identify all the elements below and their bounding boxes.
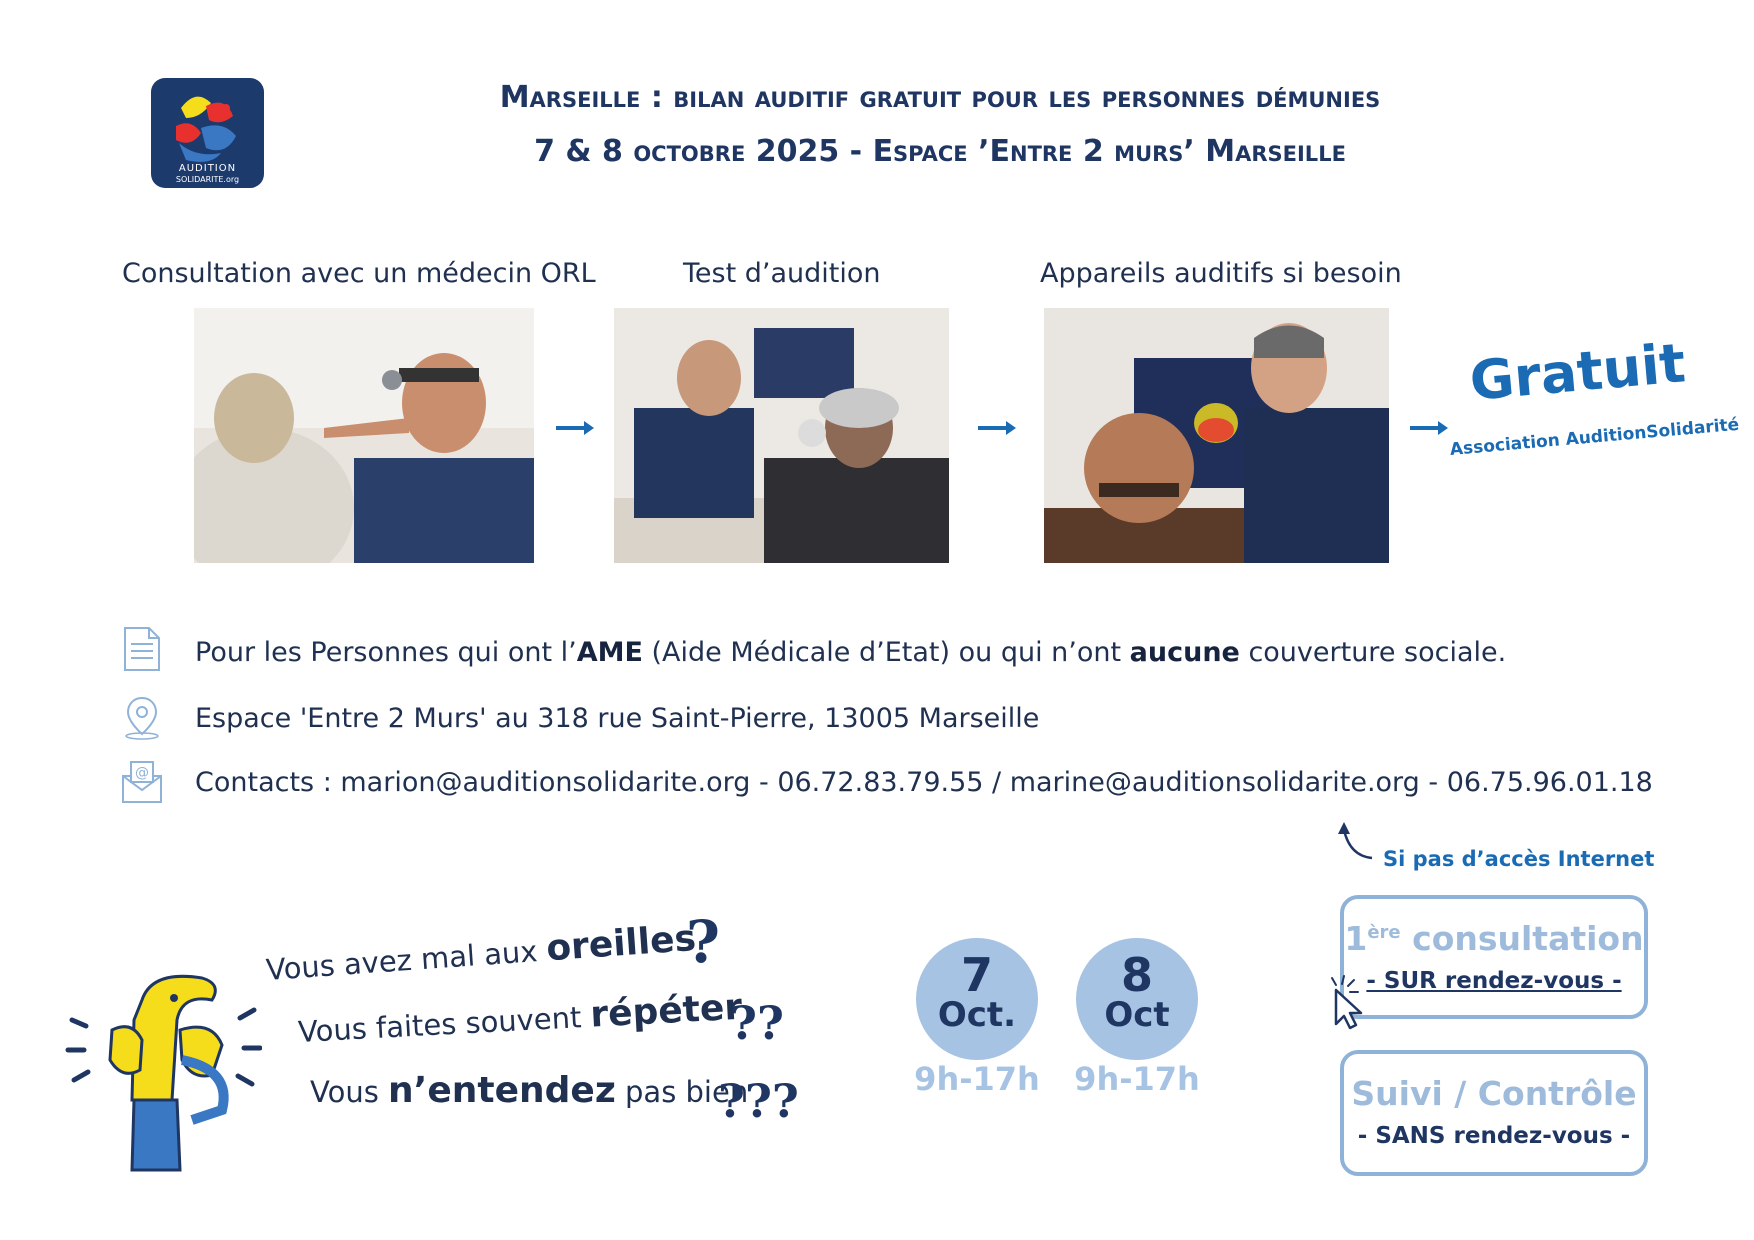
gratuit-label: Gratuit	[1467, 331, 1688, 413]
arrow-right-icon	[556, 421, 594, 435]
address-text: Espace 'Entre 2 Murs' au 318 rue Saint-Pierre, 13005 Marseille	[195, 703, 1040, 734]
date-circle-7	[916, 938, 1038, 1060]
curved-arrow-icon	[1332, 818, 1378, 868]
document-icon	[121, 626, 163, 672]
appointment-required-link[interactable]: - SUR rendez-vous -	[1366, 968, 1622, 994]
first-consultation-box	[1340, 895, 1648, 1019]
arrow-right-icon	[978, 421, 1016, 435]
question-repeter: Vous faites souvent répéter	[297, 986, 744, 1049]
followup-box	[1340, 1050, 1648, 1176]
mascot-covering-ears	[62, 960, 262, 1179]
photo-hearing-test	[614, 308, 949, 563]
svg-text:@: @	[135, 765, 149, 781]
step-caption-test: Test d’audition	[683, 258, 881, 289]
arrow-right-icon	[1410, 421, 1448, 435]
photo-hearing-aids	[1044, 308, 1389, 563]
cursor-click-icon	[1308, 972, 1368, 1034]
question-oreilles: Vous avez mal aux oreilles	[264, 917, 698, 987]
first-consultation-title: 1ère consultation	[1344, 919, 1644, 958]
question-marks-2: ??	[730, 996, 784, 1050]
date-circle-8	[1076, 938, 1198, 1060]
date-day: 7	[960, 948, 993, 1002]
hours-day1: 9h-17h	[914, 1060, 1040, 1098]
page-title-line2: 7 & 8 octobre 2025 - Espace ’Entre 2 murs’ Marseille	[534, 134, 1346, 169]
location-pin-icon	[121, 694, 163, 740]
contacts-text: Contacts : marion@auditionsolidarite.org - 06.72.83.79.55 / marine@auditionsolidarite.org - 06.75.96.01.18	[195, 767, 1653, 798]
question-marks-3: ???	[718, 1074, 799, 1128]
ame-bold: AME	[576, 637, 643, 668]
email-icon	[121, 760, 163, 806]
no-appointment-label: - SANS rendez-vous -	[1357, 1123, 1631, 1149]
date-month: Oct.	[937, 995, 1017, 1035]
photo-orl-consultation	[194, 308, 534, 563]
followup-title: Suivi / Contrôle	[1351, 1074, 1637, 1113]
question-marks-1: ?	[686, 908, 720, 976]
date-day: 8	[1120, 948, 1153, 1002]
logo-text-line1: AUDITION	[178, 163, 237, 174]
aucune-bold: aucune	[1129, 637, 1240, 668]
association-label: Association AuditionSolidarité	[1449, 414, 1740, 460]
hours-day2: 9h-17h	[1074, 1060, 1200, 1098]
step-caption-appareils: Appareils auditifs si besoin	[1040, 258, 1402, 289]
no-internet-note: Si pas d’accès Internet	[1383, 847, 1655, 871]
audition-solidarite-logo	[151, 78, 264, 188]
question-entendez: Vous n’entendez pas bien	[310, 1070, 749, 1111]
eligibility-text: Pour les Personnes qui ont l’AME (Aide Médicale d’Etat) ou qui n’ont aucune couverture sociale.	[195, 637, 1507, 668]
logo-text-line2: SOLIDARITE.org	[175, 175, 240, 184]
date-month: Oct	[1104, 995, 1170, 1035]
step-caption-orl: Consultation avec un médecin ORL	[122, 258, 596, 289]
page-title-line1: Marseille : bilan auditif gratuit pour les personnes démunies	[499, 80, 1381, 115]
